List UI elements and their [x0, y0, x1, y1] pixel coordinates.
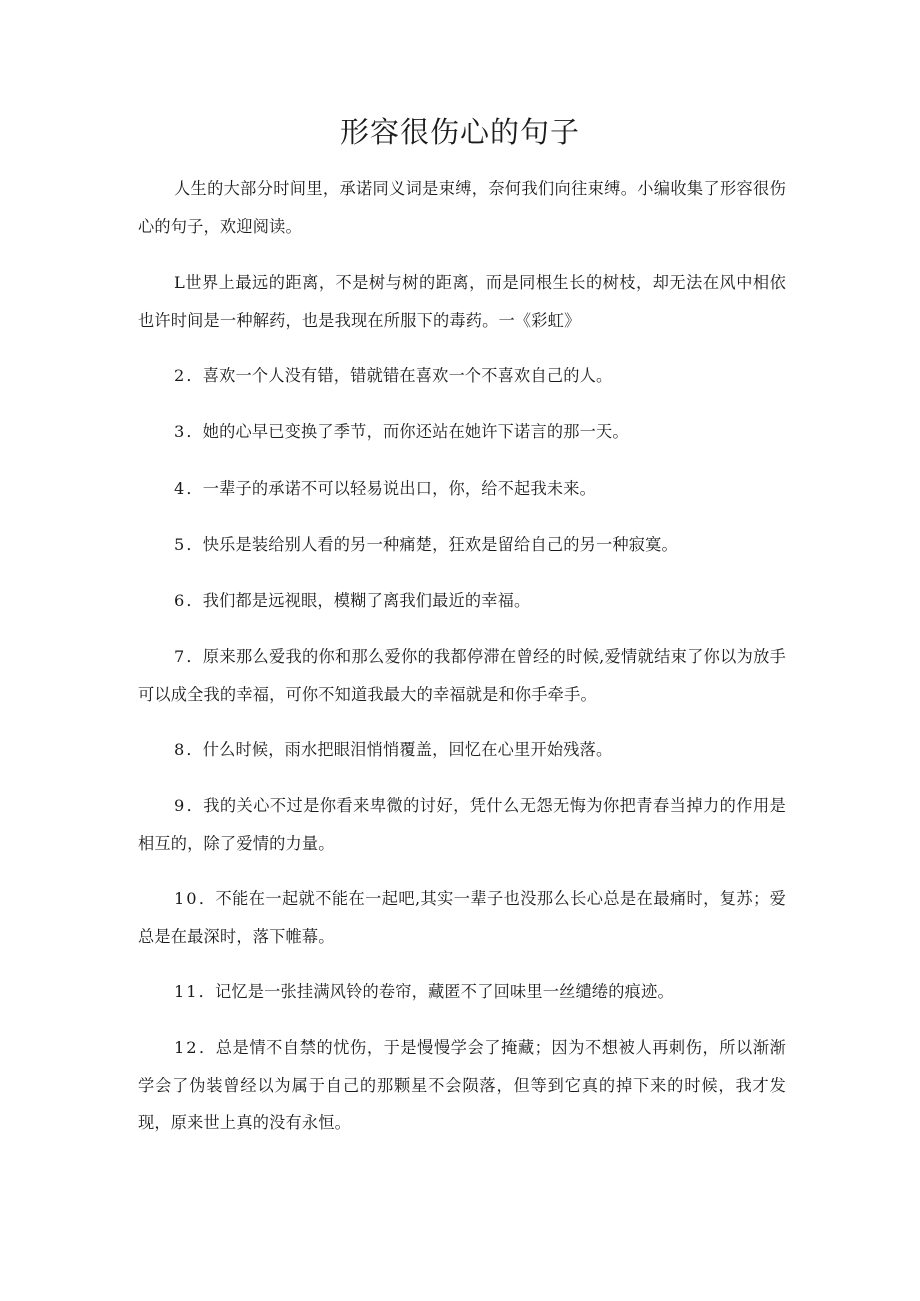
list-item-number: 10: [174, 889, 199, 908]
list-item: [138, 413, 786, 451]
list-item-number: 12: [174, 1038, 199, 1057]
list-item: [138, 1029, 786, 1142]
list-item: [138, 470, 786, 508]
list-item: [138, 731, 786, 769]
list-item: [138, 787, 786, 862]
list-item: [138, 638, 786, 713]
list-item-number: 8: [174, 740, 187, 759]
list-item: [138, 880, 786, 955]
list-item: [138, 526, 786, 564]
intro-paragraph: 人生的大部分时间里，承诺同义词是束缚，奈何我们向往束缚。小编收集了形容很伤心的句子，欢迎阅读。: [138, 179, 786, 236]
list-item: [138, 264, 786, 339]
list-item-number: 9: [174, 796, 187, 815]
list-item-number: 4: [174, 479, 187, 498]
list-item-number: 11: [174, 982, 199, 1001]
list-item: [138, 973, 786, 1011]
list-item-text: ．我的关心不过是你看来卑微的讨好，凭什么无怨无悔为你把青春当掉力的作用是相互的，除了爱情的力量。: [138, 796, 786, 853]
list-item-text: ．喜欢一个人没有错，错就错在喜欢一个不喜欢自己的人。: [186, 366, 613, 385]
list-item-text: ．快乐是装给别人看的另一种痛楚，狂欢是留给自己的另一种寂寞。: [186, 535, 678, 554]
list-item-text: ．她的心早已变换了季节，而你还站在她许下诺言的那一天。: [186, 422, 629, 441]
list-item-text: ．一辈子的承诺不可以轻易说出口，你，给不起我未来。: [186, 479, 596, 498]
list-item-text: ．原来那么爱我的你和那么爱你的我都停滞在曾经的时候,爱情就结束了你以为放手可以成全我的幸福，可你不知道我最大的幸福就是和你手牵手。: [138, 647, 786, 704]
list-item-number: 2: [174, 366, 187, 385]
list-item-number: 6: [174, 591, 187, 610]
list-item-number: 7: [174, 647, 187, 666]
list-item-text: ．什么时候，雨水把眼泪悄悄覆盖，回忆在心里开始残落。: [186, 740, 613, 759]
list-item-text: ．总是情不自禁的忧伤，于是慢慢学会了掩藏；因为不想被人再刺伤，所以渐渐学会了伪装曾经以为属于自己的那颗星不会陨落，但等到它真的掉下来的时候，我才发现，原来世上真的没有永恒。: [138, 1038, 786, 1132]
list-item: [138, 357, 786, 395]
page-title: 形容很伤心的句子: [339, 115, 580, 149]
list-item-text: ．记忆是一张挂满风铃的卷帘，藏匿不了回味里一丝缱绻的痕迹。: [198, 982, 674, 1001]
list-item-text: ．不能在一起就不能在一起吧,其实一辈子也没那么长心总是在最痛时，复苏；爱总是在最深时，落下帷幕。: [138, 889, 786, 946]
list-item-text: L世界上最远的距离，不是树与树的距离，而是同根生长的树枝，却无法在风中相依也许时间是一种解药，也是我现在所服下的毒药。一《彩虹》: [138, 273, 786, 330]
list-item: [138, 582, 786, 620]
list-item-text: ．我们都是远视眼，模糊了离我们最近的幸福。: [186, 591, 531, 610]
list-item-number: 5: [174, 535, 187, 554]
list-item-number: 3: [174, 422, 187, 441]
